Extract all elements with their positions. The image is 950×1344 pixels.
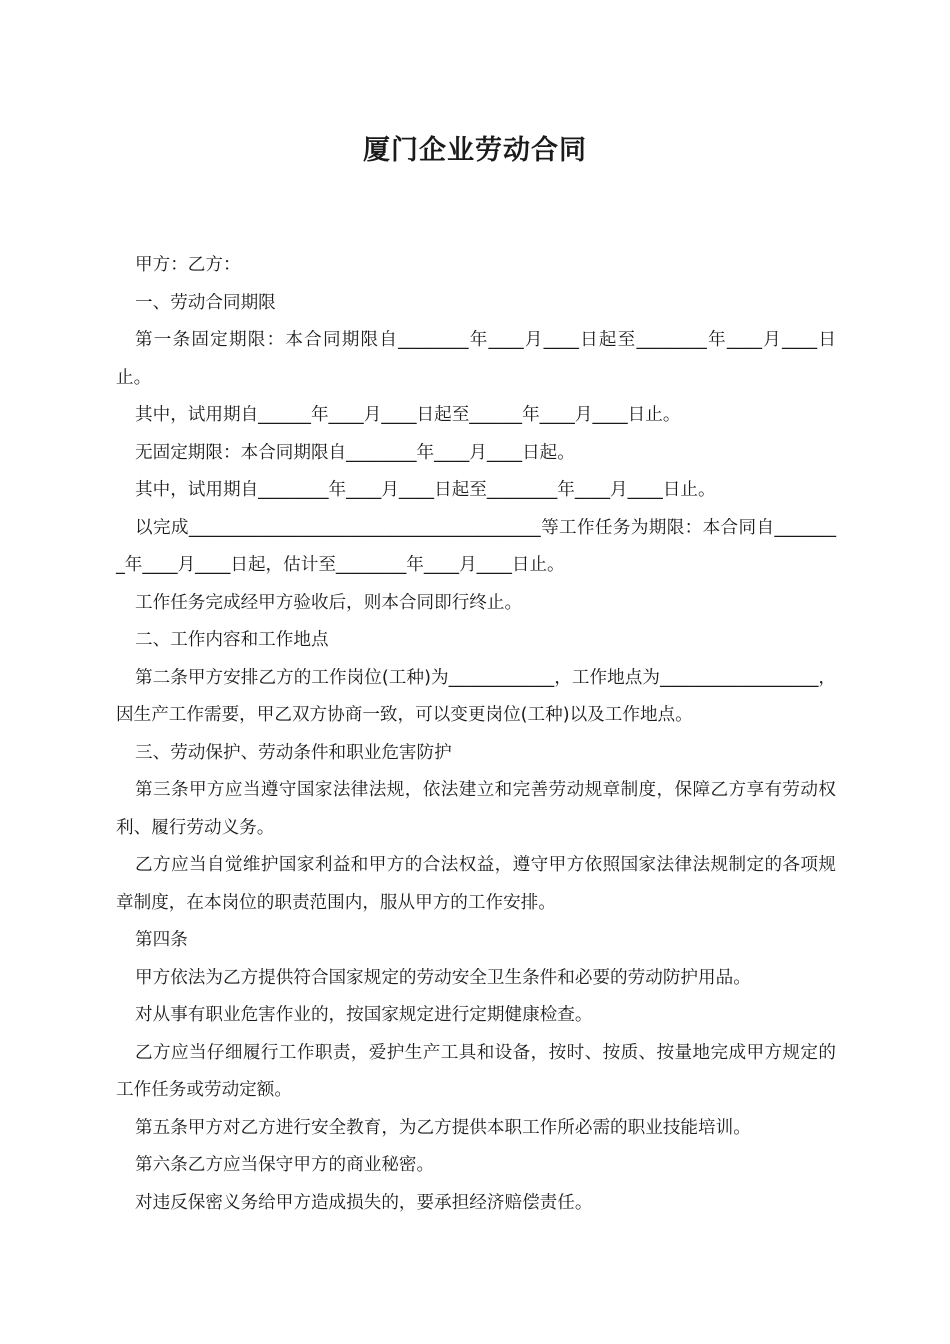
paragraph: 对违反保密义务给甲方造成损失的，要承担经济赔偿责任。	[135, 1192, 593, 1213]
paragraph: 第六条乙方应当保守甲方的商业秘密。	[135, 1155, 435, 1175]
paragraph: 其中，试用期自________年____月____日起至________年____月____日止。	[135, 480, 716, 500]
paragraph: 第一条固定期限：本合同期限自________年____月____日起至________年____月____日止。	[116, 330, 836, 388]
paragraph: 工作任务完成经甲方验收后，则本合同即行终止。	[135, 592, 523, 613]
paragraph: 以完成________________________________________等工作任务为期限：本合同自________年____月____日起，估计至________年____月____日止。	[116, 517, 836, 575]
paragraph: 对从事有职业危害作业的，按国家规定进行定期健康检查。	[135, 1005, 593, 1025]
paragraph: 第三条甲方应当遵守国家法律法规，依法建立和完善劳动规章制度，保障乙方享有劳动权利、履行劳动义务。	[116, 780, 836, 838]
paragraph: 第四条	[135, 930, 188, 950]
paragraph: 甲方：乙方：	[135, 255, 241, 275]
section-heading: 三、劳动保护、劳动条件和职业危害防护	[135, 742, 452, 763]
paragraph: 乙方应当仔细履行工作职责，爱护生产工具和设备，按时、按质、按量地完成甲方规定的工作任务或劳动定额。	[116, 1042, 836, 1100]
paragraph: 无固定期限：本合同期限自________年____月____日起。	[135, 442, 575, 463]
document-title: 厦门企业劳动合同	[363, 135, 587, 166]
paragraph: 其中，试用期自______年____月____日起至______年____月____日止。	[135, 405, 681, 425]
paragraph: 乙方应当自觉维护国家利益和甲方的合法权益，遵守甲方依照国家法律法规制定的各项规章制度，在本岗位的职责范围内，服从甲方的工作安排。	[116, 855, 836, 913]
paragraph: 甲方依法为乙方提供符合国家规定的劳动安全卫生条件和必要的劳动防护用品。	[135, 967, 751, 988]
paragraph: 第二条甲方安排乙方的工作岗位(工种)为____________，工作地点为__________________，因生产工作需要，甲乙双方协商一致，可以变更岗位(工种)以及工作地点。	[116, 667, 836, 725]
section-heading: 二、工作内容和工作地点	[135, 630, 329, 650]
section-heading: 一、劳动合同期限	[135, 292, 276, 313]
document-body	[116, 247, 836, 1222]
paragraph: 第五条甲方对乙方进行安全教育，为乙方提供本职工作所必需的职业技能培训。	[135, 1117, 751, 1138]
